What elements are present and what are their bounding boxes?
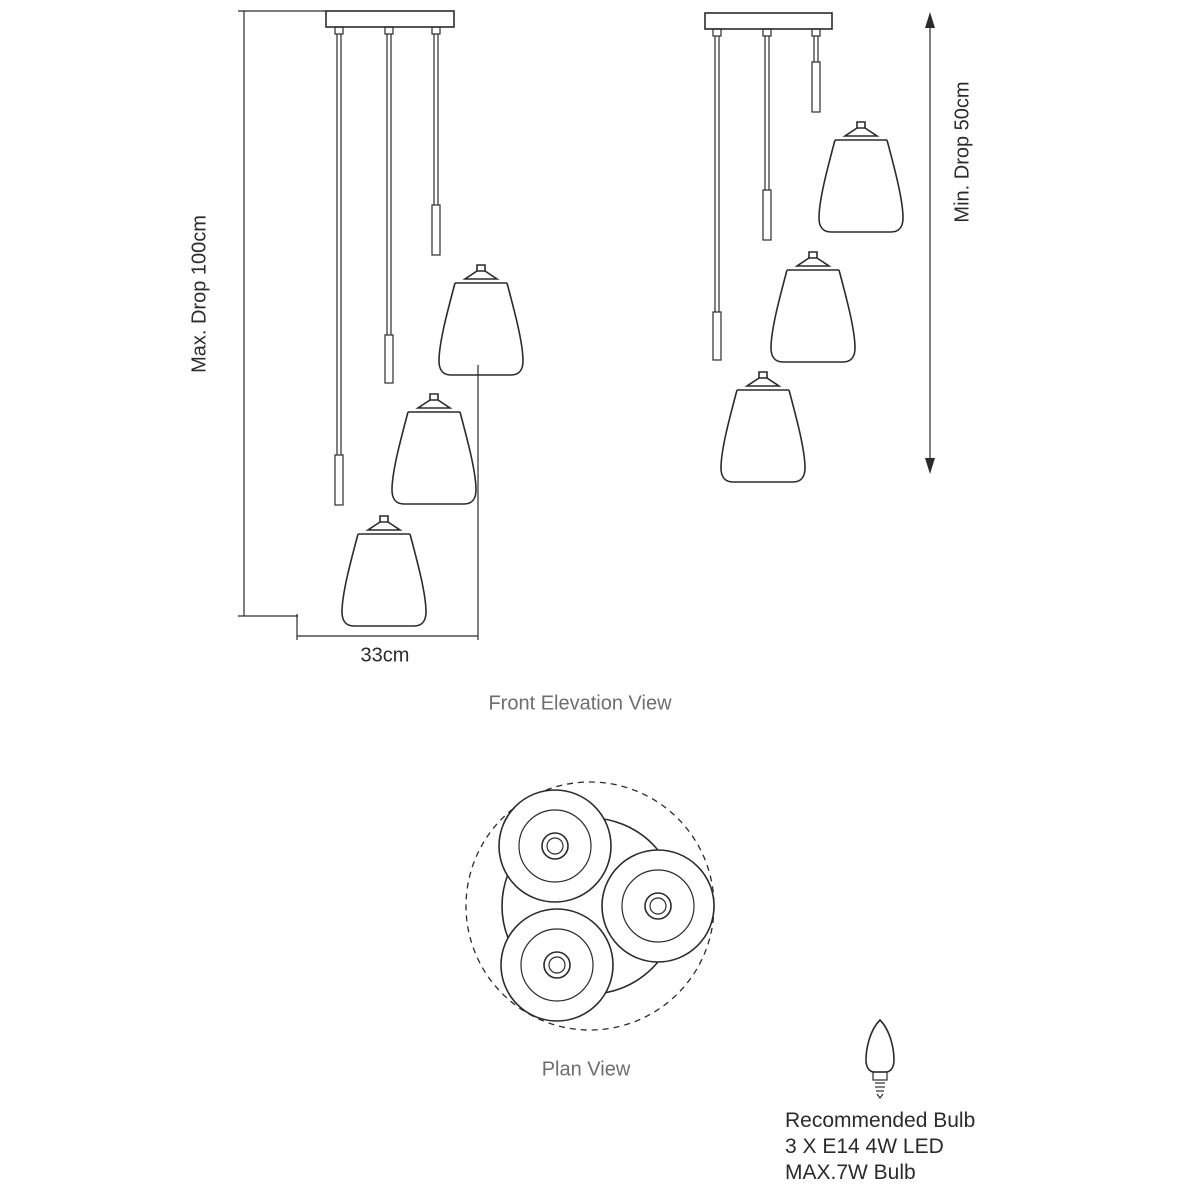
width-label: 33cm — [360, 644, 410, 667]
shade-top-2 — [602, 850, 714, 962]
min-drop-label: Min. Drop 50cm — [951, 81, 974, 223]
cables — [713, 36, 820, 360]
pendant-shade-icon — [721, 122, 903, 482]
plan-view-caption: Plan View — [541, 1058, 631, 1081]
max-drop-elevation — [326, 11, 523, 626]
plan-view-drawing — [466, 782, 714, 1030]
shade-top-3 — [501, 909, 613, 1021]
bulb-title: Recommended Bulb — [785, 1109, 976, 1132]
recommended-bulb-info — [785, 1108, 975, 1186]
min-drop-dimension — [925, 12, 935, 474]
bulb-max: MAX.7W Bulb — [785, 1161, 916, 1184]
max-drop-dimension — [238, 11, 326, 616]
bulb-icon — [866, 1020, 894, 1098]
canopy-grips — [713, 29, 820, 36]
canopy-grips — [335, 27, 440, 34]
cables — [335, 34, 440, 505]
pendant-shade-icon — [342, 265, 523, 626]
max-drop-label: Max. Drop 100cm — [188, 215, 211, 373]
min-drop-elevation — [705, 13, 903, 482]
bulb-spec: 3 X E14 4W LED — [785, 1135, 944, 1158]
width-dimension — [297, 365, 478, 640]
shade-top-1 — [499, 790, 611, 902]
front-elevation-caption: Front Elevation View — [488, 692, 672, 715]
